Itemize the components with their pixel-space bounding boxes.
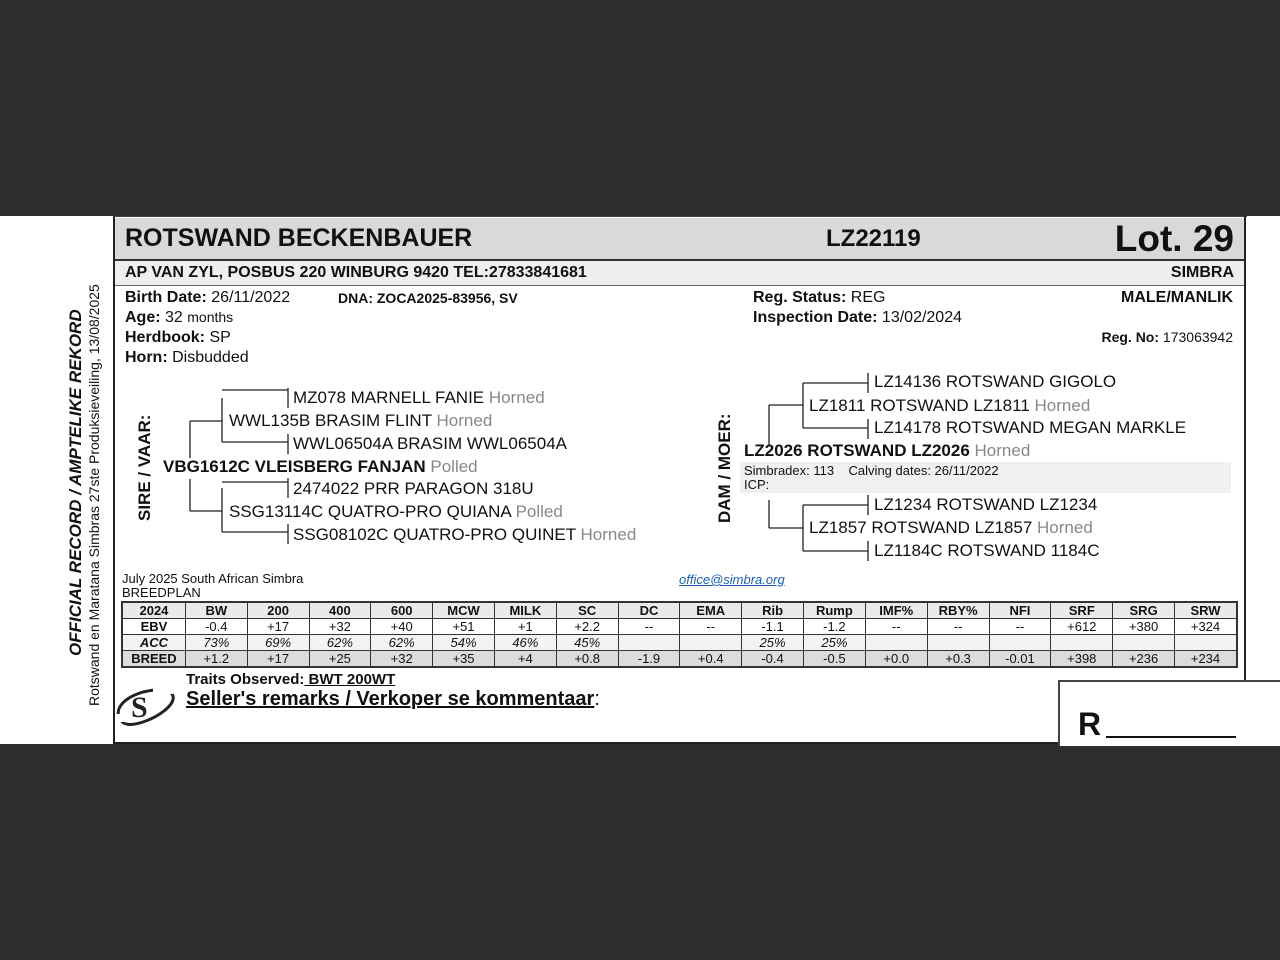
reg-number [1101, 329, 1233, 345]
ebv-cell: 54% [433, 635, 495, 651]
ebv-header-cell: NFI [989, 602, 1051, 619]
frame-right-border [1244, 216, 1246, 681]
birth-date [125, 289, 290, 307]
ebv-header-cell: Rump [803, 602, 865, 619]
ebv-cell: +35 [433, 651, 495, 668]
traits-observed [186, 671, 395, 688]
reg-status-value: REG [850, 289, 886, 306]
official-record-label: OFFICIAL RECORD / AMPTELIKE REKORD [66, 309, 85, 656]
reg-status [753, 289, 885, 307]
ebv-cell: -0.01 [989, 651, 1051, 668]
ebv-cell: 45% [556, 635, 618, 651]
ebv-cell: +2.2 [556, 619, 618, 635]
sale-caption: Rotswand en Maratana Simbras 27ste Produksieveiling, 13/08/2025 [86, 284, 102, 706]
ebv-header-cell: EMA [680, 602, 742, 619]
sire-dam-sire [293, 479, 534, 499]
ebv-cell: -- [865, 619, 927, 635]
price-letter: R [1078, 706, 1102, 742]
birth-date-label: Birth Date: [125, 289, 207, 306]
price-box [1058, 680, 1280, 746]
pedigree-name: LZ1234 ROTSWAND LZ1234 [874, 495, 1098, 514]
ebv-header-cell: 600 [371, 602, 433, 619]
pedigree-horn: Polled [430, 457, 478, 476]
animal-id: LZ22119 [826, 225, 921, 252]
ebv-cell: +380 [1113, 619, 1175, 635]
title-bar [115, 218, 1244, 261]
ebv-cell: 62% [371, 635, 433, 651]
ebv-cell: 62% [309, 635, 371, 651]
ebv-cell: 25% [742, 635, 804, 651]
ebv-header-cell: 400 [309, 602, 371, 619]
owner-bar [115, 261, 1244, 286]
ebv-cell: +0.4 [680, 651, 742, 668]
ebv-row-acc [122, 635, 1237, 651]
pedigree-horn: Horned [1034, 396, 1091, 415]
ebv-cell: +0.3 [927, 651, 989, 668]
ebv-cell: -- [989, 619, 1051, 635]
ebv-header-cell: MILK [494, 602, 556, 619]
ebv-cell [927, 635, 989, 651]
inspection-date-label: Inspection Date: [753, 309, 878, 326]
pedigree-name: VBG1612C VLEISBERG FANJAN [163, 457, 426, 476]
ebv-cell: +398 [1051, 651, 1113, 668]
age-unit: months [187, 309, 234, 325]
dam-sire-sire [874, 372, 1116, 392]
reg-status-label: Reg. Status: [753, 289, 847, 306]
ebv-cell: +17 [247, 651, 309, 668]
ebv-cell: +32 [371, 651, 433, 668]
pedigree-name: WWL06504A BRASIM WWL06504A [293, 434, 568, 453]
age-label: Age: [125, 309, 161, 326]
inspection-date-value: 13/02/2024 [881, 309, 962, 326]
email-link[interactable]: office@simbra.org [679, 572, 785, 587]
pedigree-name: SSG08102C QUATRO-PRO QUINET [293, 525, 576, 544]
ebv-cell: +234 [1175, 651, 1237, 668]
ebv-header-cell: DC [618, 602, 680, 619]
reg-no-value: 173063942 [1162, 329, 1233, 345]
pedigree-name: LZ2026 ROTSWAND LZ2026 [744, 441, 970, 460]
ebv-cell [1051, 635, 1113, 651]
price-line[interactable] [1106, 736, 1236, 738]
age-value: 32 [165, 309, 183, 326]
dam-label: DAM / MOER: [715, 413, 734, 523]
sire-sire-dam [293, 434, 567, 454]
ebv-cell [865, 635, 927, 651]
ebv-row-label: BREED [122, 651, 185, 668]
dam-details-box [740, 462, 1231, 493]
traits-value: BWT 200WT [304, 671, 396, 688]
traits-label: Traits Observed: [186, 671, 305, 688]
seller-remarks-label: Seller's remarks / Verkoper se kommentaar [186, 688, 595, 710]
lot-number: Lot. 29 [1114, 218, 1234, 259]
ebv-row-ebv [122, 619, 1237, 635]
ebv-cell: 46% [494, 635, 556, 651]
dam-name [744, 441, 1030, 461]
ebv-table [121, 601, 1238, 668]
ebv-cell [618, 635, 680, 651]
pedigree-horn: Horned [1037, 518, 1093, 537]
sire-label: SIRE / VAAR: [135, 414, 154, 521]
ebv-cell: 25% [803, 635, 865, 651]
ebv-cell: +51 [433, 619, 495, 635]
ebv-cell: +324 [1175, 619, 1237, 635]
herdbook-label: Herdbook: [125, 329, 205, 346]
inspection-date [753, 309, 962, 327]
ebv-header-cell: MCW [433, 602, 495, 619]
birth-date-value: 26/11/2022 [211, 289, 291, 306]
pedigree-name: LZ1857 ROTSWAND LZ1857 [809, 518, 1033, 537]
pedigree-horn: Horned [580, 525, 637, 544]
pedigree-horn: Polled [515, 502, 563, 521]
herdbook [125, 329, 231, 347]
ebv-header-cell: RBY% [927, 602, 989, 619]
ebv-row-label: ACC [122, 635, 185, 651]
ebv-cell: -1.9 [618, 651, 680, 668]
ebv-cell: 69% [247, 635, 309, 651]
ebv-header-row [122, 602, 1237, 619]
horn-status [125, 349, 249, 367]
simbra-logo-icon [113, 680, 177, 730]
reg-no-label: Reg. No: [1101, 329, 1160, 345]
dam-dam-dam [874, 541, 1099, 561]
source-line-2: BREEDPLAN [122, 585, 201, 600]
side-caption [60, 246, 110, 716]
ebv-cell: +0.0 [865, 651, 927, 668]
horn-label: Horn: [125, 349, 168, 366]
ebv-cell: -- [927, 619, 989, 635]
pedigree-name: LZ1184C ROTSWAND 1184C [874, 541, 1100, 560]
sire-sire-sire [293, 388, 545, 408]
pedigree-name: SSG13114C QUATRO-PRO QUIANA [229, 502, 511, 521]
ebv-cell: -- [618, 619, 680, 635]
dam-sire [809, 396, 1090, 416]
ebv-cell [989, 635, 1051, 651]
pedigree-horn: Horned [436, 411, 493, 430]
ebv-cell: +236 [1113, 651, 1175, 668]
ebv-cell: +1.2 [185, 651, 247, 668]
horn-value: Disbudded [172, 349, 249, 366]
ebv-cell: +4 [494, 651, 556, 668]
ebv-header-cell: Rib [742, 602, 804, 619]
ebv-cell: 73% [185, 635, 247, 651]
simbradex: Simbradex: 113 [744, 463, 835, 478]
ebv-row-label: EBV [122, 619, 185, 635]
ebv-cell: -0.5 [803, 651, 865, 668]
sire-dam-dam [293, 525, 636, 545]
ebv-cell [1175, 635, 1237, 651]
source-line-1: July 2025 South African Simbra [122, 571, 304, 586]
owner-details: AP VAN ZYL, POSBUS 220 WINBURG 9420 TEL:27833841681 [125, 264, 587, 281]
ebv-cell: +17 [247, 619, 309, 635]
sire-name [163, 457, 478, 477]
ebv-header-cell: SRF [1051, 602, 1113, 619]
ebv-header-cell: BW [185, 602, 247, 619]
ebv-header-cell: SRG [1113, 602, 1175, 619]
ebv-header-cell: IMF% [865, 602, 927, 619]
ebv-cell: +1 [494, 619, 556, 635]
seller-remarks [186, 688, 600, 711]
ebv-cell: -1.1 [742, 619, 804, 635]
ebv-cell: +25 [309, 651, 371, 668]
pedigree-name: LZ14136 ROTSWAND GIGOLO [874, 372, 1117, 391]
ebv-header-cell: 2024 [122, 602, 185, 619]
ebv-cell: -0.4 [742, 651, 804, 668]
seller-remarks-colon: : [594, 688, 600, 710]
frame-bottom-border [113, 742, 1059, 744]
ebv-cell: -- [680, 619, 742, 635]
ebv-cell: +32 [309, 619, 371, 635]
sex-label: MALE/MANLIK [1121, 289, 1233, 306]
calving-dates: Calving dates: 26/11/2022 [848, 463, 999, 478]
herdbook-value: SP [209, 329, 231, 346]
ebv-header-cell: SRW [1175, 602, 1237, 619]
pedigree-name: WWL135B BRASIM FLINT [229, 411, 432, 430]
dam-sire-dam [874, 418, 1186, 438]
sire-sire [229, 411, 492, 431]
logo-letter: S [131, 691, 148, 724]
breedplan-source [122, 572, 303, 600]
dam-dam-sire [874, 495, 1097, 515]
ebv-header-cell: 200 [247, 602, 309, 619]
icp-label: ICP: [744, 477, 770, 492]
ebv-header-cell: SC [556, 602, 618, 619]
age [125, 309, 233, 327]
pedigree-name: 2474022 PRR PARAGON 318U [293, 479, 534, 498]
ebv-cell: +40 [371, 619, 433, 635]
ebv-cell [680, 635, 742, 651]
pedigree-name: LZ14178 ROTSWAND MEGAN MARKLE [874, 418, 1187, 437]
ebv-cell: +612 [1051, 619, 1113, 635]
dna-info: DNA: ZOCA2025-83956, SV [338, 290, 518, 306]
pedigree-name: LZ1811 ROTSWAND LZ1811 [809, 396, 1030, 415]
ebv-cell: +0.8 [556, 651, 618, 668]
pedigree-name: MZ078 MARNELL FANIE [293, 388, 485, 407]
ebv-row-brd [122, 651, 1237, 668]
pedigree-horn: Horned [974, 441, 1031, 460]
dam-dam [809, 518, 1093, 538]
pedigree-horn: Horned [488, 388, 545, 407]
ebv-cell: -1.2 [803, 619, 865, 635]
breed-label: SIMBRA [1170, 264, 1234, 281]
sire-dam [229, 502, 563, 522]
ebv-cell: -0.4 [185, 619, 247, 635]
ebv-cell [1113, 635, 1175, 651]
animal-name: ROTSWAND BECKENBAUER [125, 224, 473, 252]
